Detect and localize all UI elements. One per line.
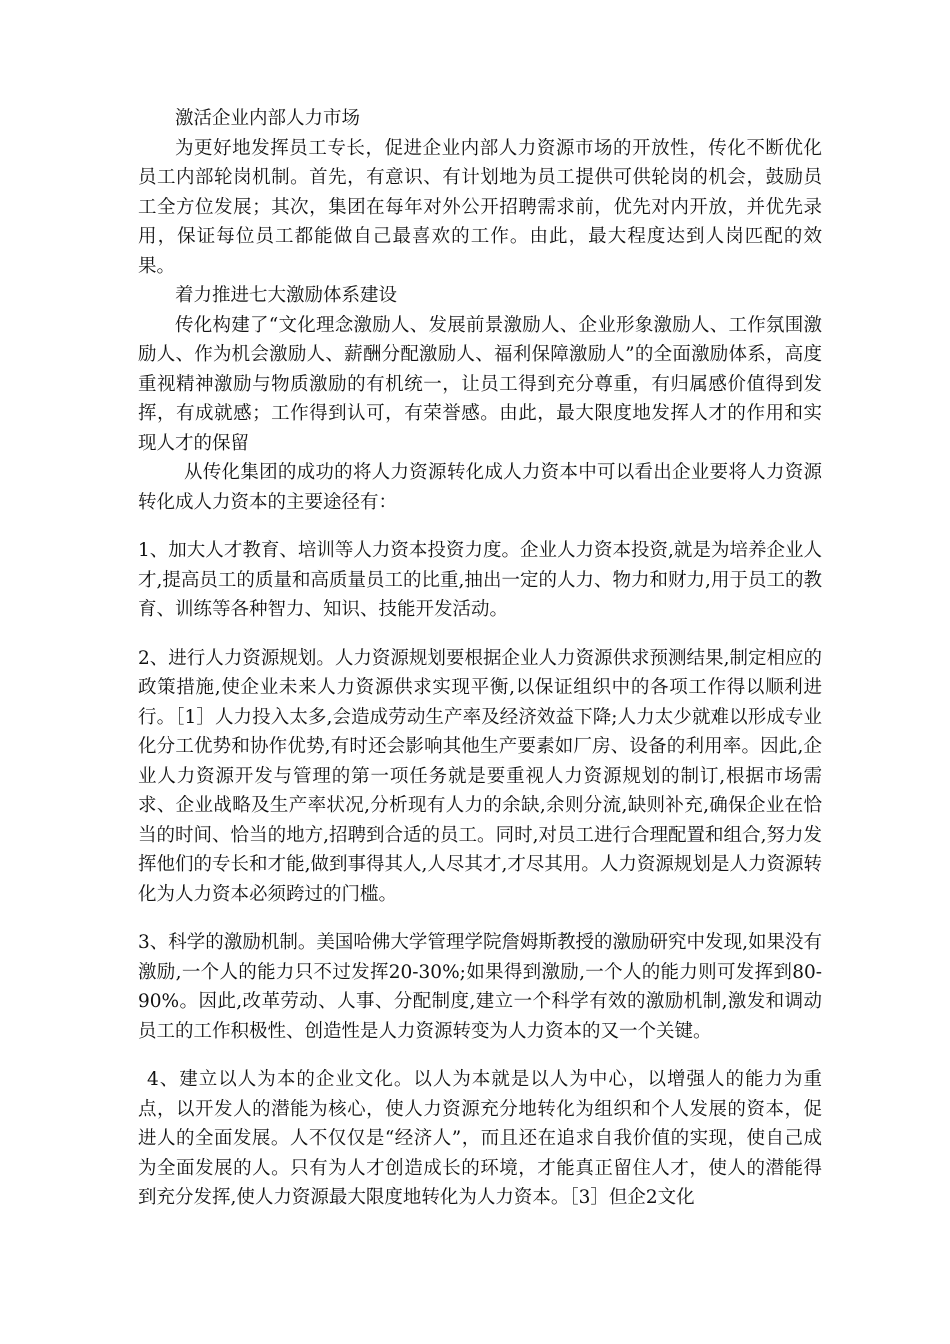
list-item-training: 1、加大人才教育、培训等人力资本投资力度。企业人力资本投资,就是为培养企业人才,提高员工的质量和高质量员工的比重,抽出一定的人力、物力和财力,用于员工的教育、训练等各种智力、知识、技能开发活动。 — [138, 540, 822, 620]
heading-internal-market: 激活企业内部人力市场 — [175, 108, 361, 129]
list-item-corporate-culture: 4、建立以人为本的企业文化。以人为本就是以人为中心，以增强人的能力为重点，以开发人的潜能为核心，使人力资源充分地转化为组织和个人发展的资本，促进人的全面发展。人不仅仅是“经济人”，而且还在追求自我价值的实现，使自己成为全面发展的人。只有为人才创造成长的环境，才能真正留住人才，使人的潜能得到充分发挥,使人力资源最大限度地转化为人力资本。［3］但企2文化 — [138, 1069, 822, 1208]
list-item-incentive-mechanism: 3、科学的激励机制。美国哈佛大学管理学院詹姆斯教授的激励研究中发现,如果没有激励,一个人的能力只不过发挥20-30%;如果得到激励,一个人的能力则可发挥到80-90%。因此,改革劳动、人事、分配制度,建立一个科学有效的激励机制,激发和调动员工的工作积极性、创造性是人力资源转变为人力资本的又一个关键。 — [138, 932, 822, 1042]
heading-seven-incentives: 着力推进七大激励体系建设 — [175, 285, 398, 306]
paragraph-incentive-system: 传化构建了“文化理念激励人、发展前景激励人、企业形象激励人、工作氛围激励人、作为机会激励人、薪酬分配激励人、福利保障激励人”的全面激励体系，高度重视精神激励与物质激励的有机统一，让员工得到充分尊重，有归属感价值得到发挥，有成就感；工作得到认可，有荣誉感。由此，最大限度地发挥人才的作用和实现人才的保留 — [138, 314, 822, 454]
paragraph-main-approaches: 从传化集团的成功的将人力资源转化成人力资本中可以看出企业要将人力资源转化成人力资本的主要途径有： — [138, 462, 822, 513]
list-item-hr-planning: 2、进行人力资源规划。人力资源规划要根据企业人力资源供求预测结果,制定相应的政策措施,使企业未来人力资源供求实现平衡,以保证组织中的各项工作得以顺利进行。［1］人力投入太多,会造成劳动生产率及经济效益下降;人力太少就难以形成专业化分工优势和协作优势,有时还会影响其他生产要素如厂房、设备的利用率。因此,企业人力资源开发与管理的第一项任务就是要重视人力资源规划的制订,根据市场需求、企业战略及生产率状况,分析现有人力的余缺,余则分流,缺则补充,确保企业在恰当的时间、恰当的地方,招聘到合适的员工。同时,对员工进行合理配置和组合,努力发挥他们的专长和才能,做到事得其人,人尽其才,才尽其用。人力资源规划是人力资源转化为人力资本必须跨过的门槛。 — [138, 647, 822, 905]
document-page — [138, 104, 822, 1213]
paragraph-internal-rotation: 为更好地发挥员工专长，促进企业内部人力资源市场的开放性，传化不断优化员工内部轮岗机制。首先，有意识、有计划地为员工提供可供轮岗的机会，鼓励员工全方位发展；其次，集团在每年对外公开招聘需求前，优先对内开放，并优先录用，保证每位员工都能做自己最喜欢的工作。由此，最大程度达到人岗匹配的效果。 — [138, 137, 822, 277]
